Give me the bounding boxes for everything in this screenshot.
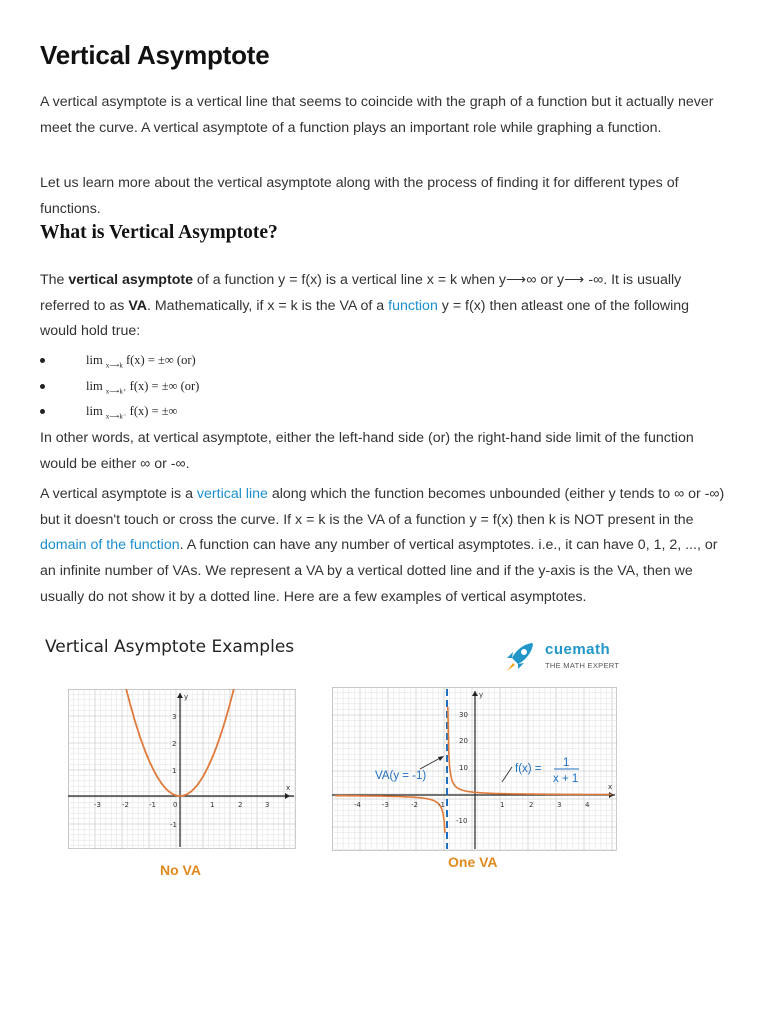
function-annotation: f(x) = <box>515 763 542 775</box>
rocket-icon <box>502 638 540 676</box>
tick-label: 10 <box>459 764 468 772</box>
section-heading: What is Vertical Asymptote? <box>40 222 278 243</box>
domain-link[interactable]: domain of the function <box>40 537 180 554</box>
explanation-paragraph: A vertical asymptote is a vertical line along which the function becomes unbounded (either y tends to ∞ or -∞) but it doesn't touch or cross the curve. If x = k is the VA of a function y = f(x) then k is NOT present in the domain of the function. A function can have any number of vertical asymptotes. i.e., it can have 0, 1, 2, ..., or an infinite number of VAs. We represent a VA by a vertical dotted line and if the y-axis is the VA, then we usually do not show it by a dotted line. Here are a few examples of vertical asymptotes. <box>40 486 725 605</box>
tick-label: 1 <box>172 767 177 775</box>
examples-title: Vertical Asymptote Examples <box>45 637 295 657</box>
limit-conditions-list <box>40 348 640 425</box>
brand-tagline: THE MATH EXPERT <box>545 661 620 670</box>
tick-label: -10 <box>456 817 468 825</box>
tick-label: -2 <box>122 801 129 809</box>
tick-label: 3 <box>172 713 177 721</box>
term-va: VA <box>128 297 147 314</box>
tick-label: 0 <box>173 801 178 809</box>
tick-label: -3 <box>94 801 101 809</box>
tick-label: 2 <box>238 801 243 809</box>
tick-label: 1 <box>210 801 215 809</box>
tick-label: 4 <box>585 801 590 809</box>
tick-label: 2 <box>529 801 534 809</box>
intro-paragraph: A vertical asymptote is a vertical line that seems to coincide with the graph of a function but it actually never meet the curve. A vertical asymptote of a function plays an important role while graphing a function. <box>40 94 714 136</box>
tick-label: 30 <box>459 711 468 719</box>
graph-one-va <box>332 687 617 851</box>
brand-logo <box>502 638 632 676</box>
axis-label: y <box>184 693 189 701</box>
vertical-line-link[interactable]: vertical line <box>196 486 268 502</box>
function-link[interactable]: function <box>388 297 438 314</box>
list-item: lim $_{x⟶k^-}$ f(x) = ±∞ <box>40 399 640 425</box>
examples-figure <box>40 632 730 892</box>
tick-label: 1 <box>500 801 505 809</box>
caption-no-va: No VA <box>160 862 201 878</box>
tick-label: -1 <box>438 801 445 809</box>
function-numerator: 1 <box>563 757 570 769</box>
caption-one-va: One VA <box>448 854 498 870</box>
tick-label: -3 <box>382 801 389 809</box>
brand-name: cuemath <box>545 641 611 658</box>
axis-label: x <box>286 784 291 792</box>
other-words-paragraph: In other words, at vertical asymptote, either the left-hand side (or) the right-hand side limit of the function would be either ∞ or -∞. <box>40 430 694 472</box>
tick-label: -1 <box>149 801 156 809</box>
tick-label: 3 <box>265 801 270 809</box>
axis-label: y <box>479 691 484 699</box>
graph-no-va <box>68 689 296 849</box>
axis-label: x <box>608 783 613 791</box>
list-item: lim $_{x⟶k^+}$ f(x) = ±∞ (or) <box>40 374 640 400</box>
intro-paragraph-2: Let us learn more about the vertical asymptote along with the process of finding it for different types of functions. <box>40 175 679 217</box>
function-denominator: x + 1 <box>553 773 579 785</box>
tick-label: -4 <box>354 801 361 809</box>
va-annotation: VA(y = -1) <box>375 770 427 782</box>
definition-paragraph: The vertical asymptote of a function y = f(x) is a vertical line x = k when y⟶∞ or y⟶ -∞. It is usually referred to as VA. Mathematically, if x = k is the VA of a function y = f(x) then atleast one of the following would hold true: <box>40 272 690 340</box>
list-item: lim $_{x⟶k}$ f(x) = ±∞ (or) <box>40 348 640 374</box>
page-title: Vertical Asymptote <box>40 40 270 70</box>
term-vertical-asymptote: vertical asymptote <box>68 272 193 288</box>
tick-label: 20 <box>459 737 468 745</box>
tick-label: 3 <box>557 801 562 809</box>
tick-label: 2 <box>172 740 177 748</box>
tick-label: -2 <box>411 801 418 809</box>
tick-label: -1 <box>170 821 177 829</box>
